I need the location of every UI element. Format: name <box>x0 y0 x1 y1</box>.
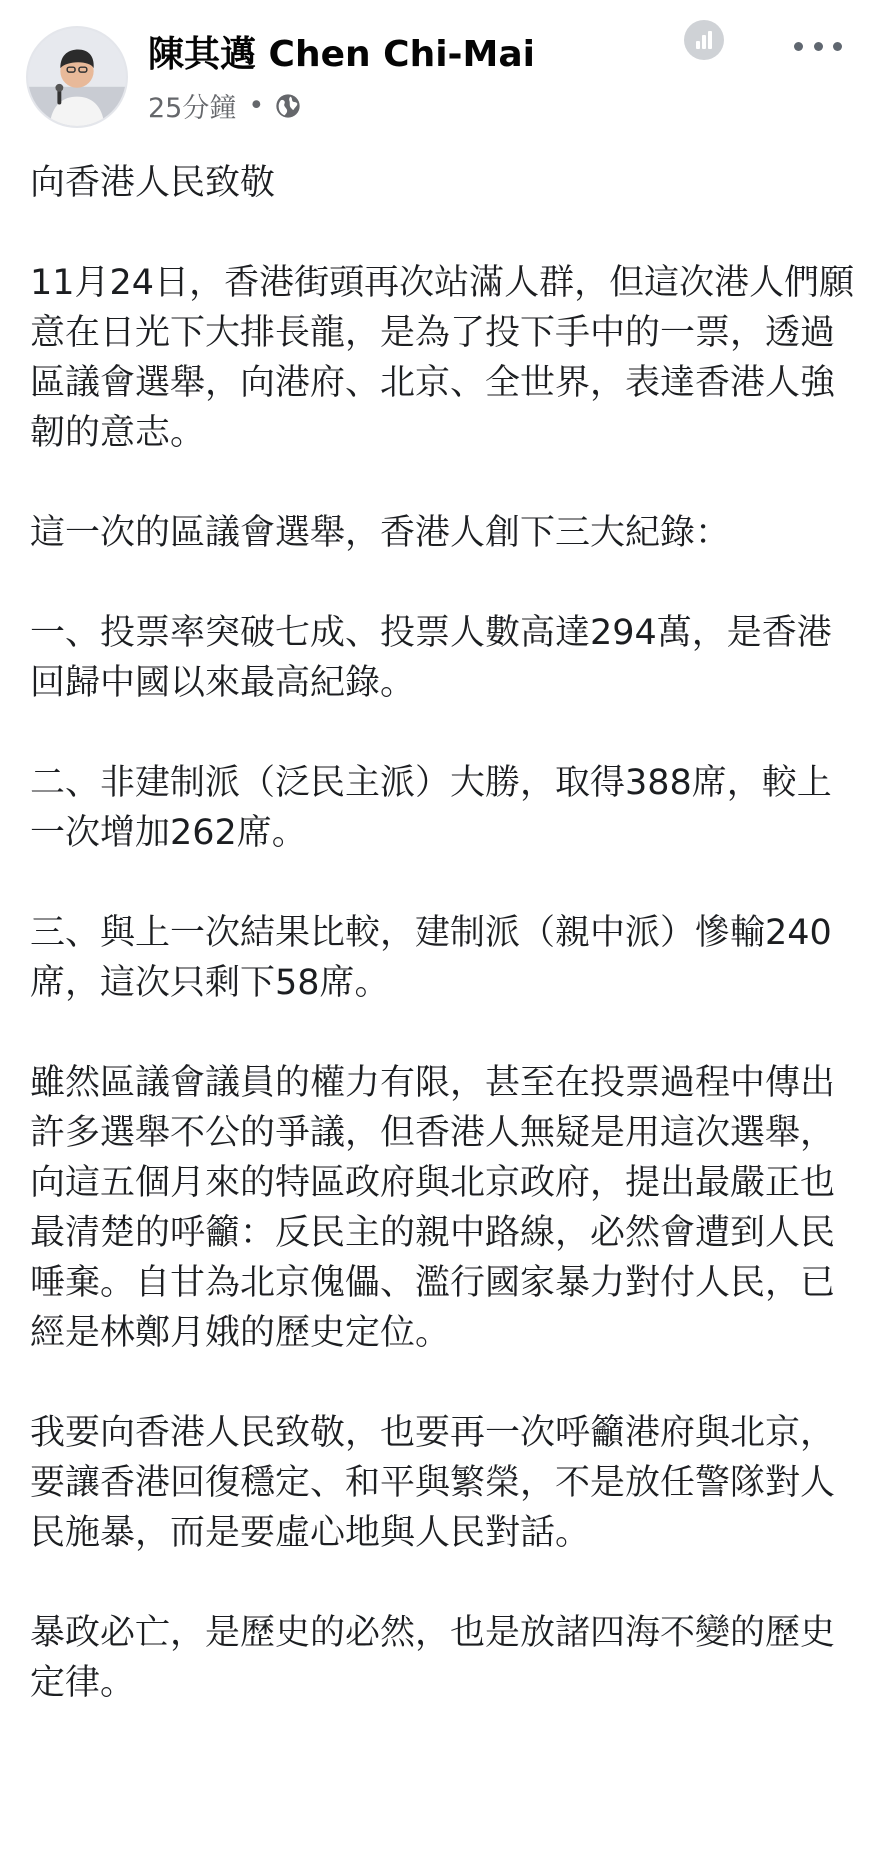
post-header <box>0 0 882 130</box>
post-timestamp[interactable]: 25分鐘 <box>148 93 237 124</box>
post-paragraph: 這一次的區議會選舉，香港人創下三大紀錄： <box>30 513 731 553</box>
post-paragraph: 二、非建制派（泛民主派）大勝，取得388席，較上一次增加262席。 <box>30 763 832 853</box>
insights-icon[interactable] <box>684 20 724 60</box>
dot-icon <box>833 42 842 51</box>
post-paragraph: 三、與上一次結果比較，建制派（親中派）慘輸240席，這次只剩下58席。 <box>30 913 832 1003</box>
post-paragraph: 暴政必亡，是歷史的必然，也是放諸四海不變的歷史定律。 <box>30 1613 836 1703</box>
author-name[interactable]: 陳其邁 Chen Chi-Mai <box>148 34 535 75</box>
post-paragraph: 雖然區議會議員的權力有限，甚至在投票過程中傳出許多選舉不公的爭議，但香港人無疑是用這次選舉，向這五個月來的特區政府與北京政府，提出最嚴正也最清楚的呼籲：反民主的親中路線，必然會遭到人民唾棄。自甘為北京傀儡、濫行國家暴力對付人民，已經是林鄭月娥的歷史定位。 <box>30 1063 836 1353</box>
dot-icon <box>814 42 823 51</box>
post-paragraph: 11月24日，香港街頭再次站滿人群，但這次港人們願意在日光下大排長龍，是為了投下手中的一票，透過區議會選舉，向港府、北京、全世界，表達香港人強韌的意志。 <box>30 263 855 453</box>
post-paragraph: 一、投票率突破七成、投票人數高達294萬，是香港回歸中國以來最高紀錄。 <box>30 613 832 703</box>
globe-icon[interactable] <box>274 92 302 120</box>
avatar[interactable] <box>28 28 126 126</box>
post-paragraph: 向香港人民致敬 <box>30 163 276 203</box>
dot-icon <box>794 42 803 51</box>
post-paragraph: 我要向香港人民致敬，也要再一次呼籲港府與北京，要讓香港回復穩定、和平與繁榮，不是放任警隊對人民施暴，而是要虛心地與人民對話。 <box>30 1413 836 1553</box>
post-body <box>30 158 856 1708</box>
meta-separator: • <box>248 90 265 121</box>
post-meta <box>148 86 302 125</box>
more-options-icon[interactable] <box>794 36 842 56</box>
